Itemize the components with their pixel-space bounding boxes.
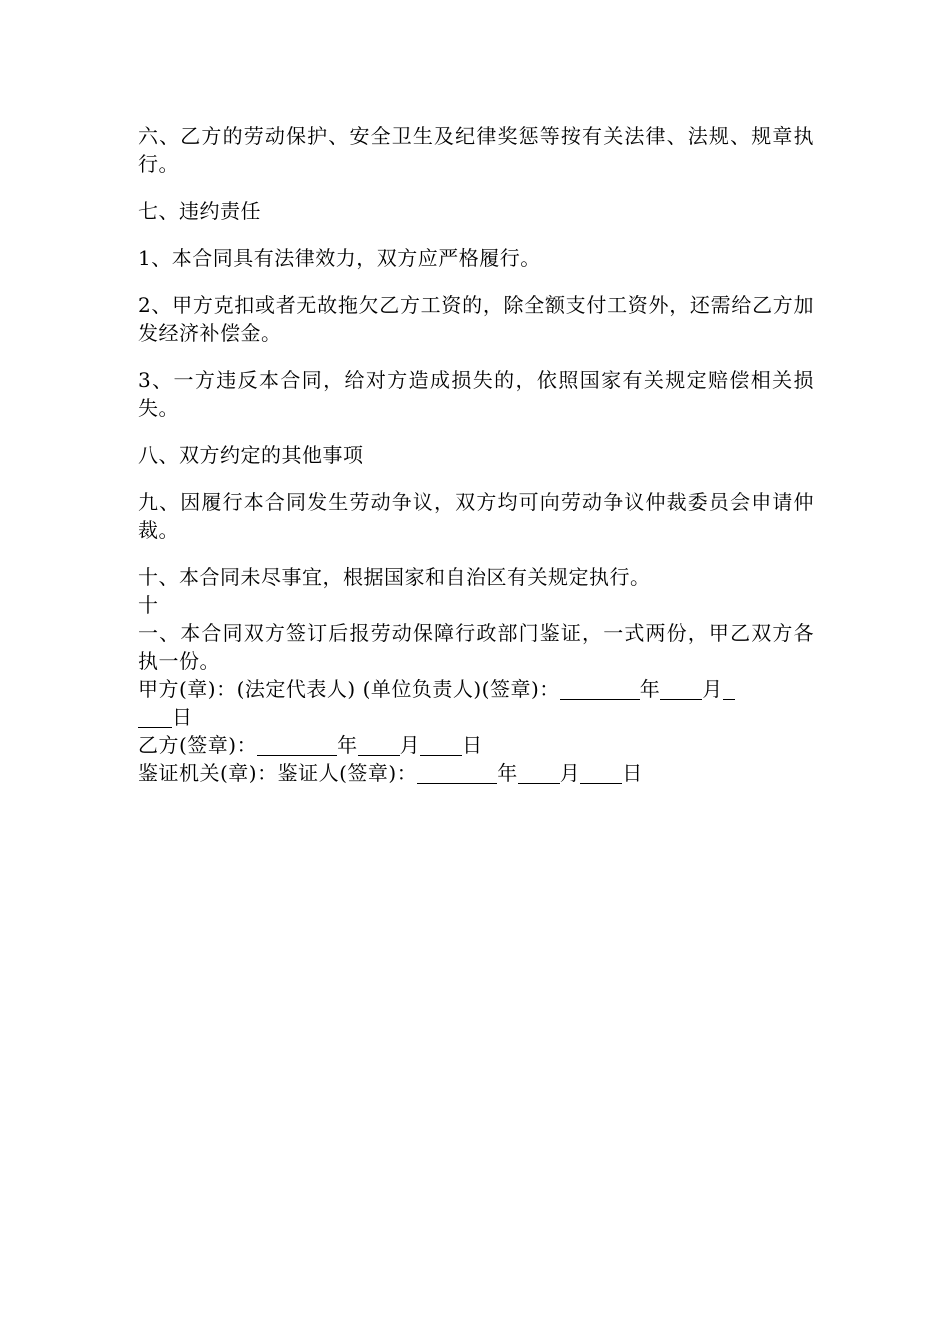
clause-eleven-number: 十 [138,593,159,617]
party-a-year-blank[interactable] [560,679,640,700]
day-label: 日 [172,705,193,729]
clause-eight: 八、双方约定的其他事项 [138,443,364,467]
clause-eleven-text: 一、本合同双方签订后报劳动保障行政部门鉴证，一式两份，甲乙双方各执一份。 [138,621,814,673]
party-a-day-blank-start[interactable] [723,679,735,700]
month-label: 月 [702,677,723,701]
clause-ten: 十、本合同未尽事宜，根据国家和自治区有关规定执行。 [138,565,651,589]
party-a-month-blank[interactable] [660,679,702,700]
document-body [138,122,814,787]
year-label: 年 [337,733,358,757]
party-b-day-blank[interactable] [420,735,462,756]
month-label: 月 [559,761,581,785]
clause-nine: 九、因履行本合同发生劳动争议，双方均可向劳动争议仲裁委员会申请仲裁。 [138,490,814,542]
signature-verifier [138,759,814,787]
clause-seven-item-1: 1、本合同具有法律效力，双方应严格履行。 [138,246,541,270]
signature-party-b [138,731,814,759]
day-label: 日 [622,761,643,785]
month-label: 月 [399,733,421,757]
party-a-label: 甲方(章)：(法定代表人) (单位负责人)(签章)： [138,677,560,701]
clause-seven-item-2: 2、甲方克扣或者无故拖欠乙方工资的，除全额支付工资外，还需给乙方加发经济补偿金。 [138,293,814,345]
party-b-year-blank[interactable] [257,735,337,756]
verifier-month-blank[interactable] [518,763,560,784]
party-b-label: 乙方(签章)： [138,733,258,757]
party-b-month-blank[interactable] [358,735,400,756]
clause-six: 六、乙方的劳动保护、安全卫生及纪律奖惩等按有关法律、法规、规章执行。 [138,124,814,176]
signature-party-a [138,675,814,731]
year-label: 年 [497,761,518,785]
verifier-year-blank[interactable] [417,763,497,784]
day-label: 日 [462,733,483,757]
clause-seven-item-3: 3、一方违反本合同，给对方造成损失的，依照国家有关规定赔偿相关损失。 [138,368,814,420]
year-label: 年 [639,677,661,701]
verifier-day-blank[interactable] [580,763,622,784]
verifier-label: 鉴证机关(章)：鉴证人(签章)： [138,761,418,785]
clause-seven-heading: 七、违约责任 [138,199,261,223]
party-a-day-blank-end[interactable] [138,707,172,728]
